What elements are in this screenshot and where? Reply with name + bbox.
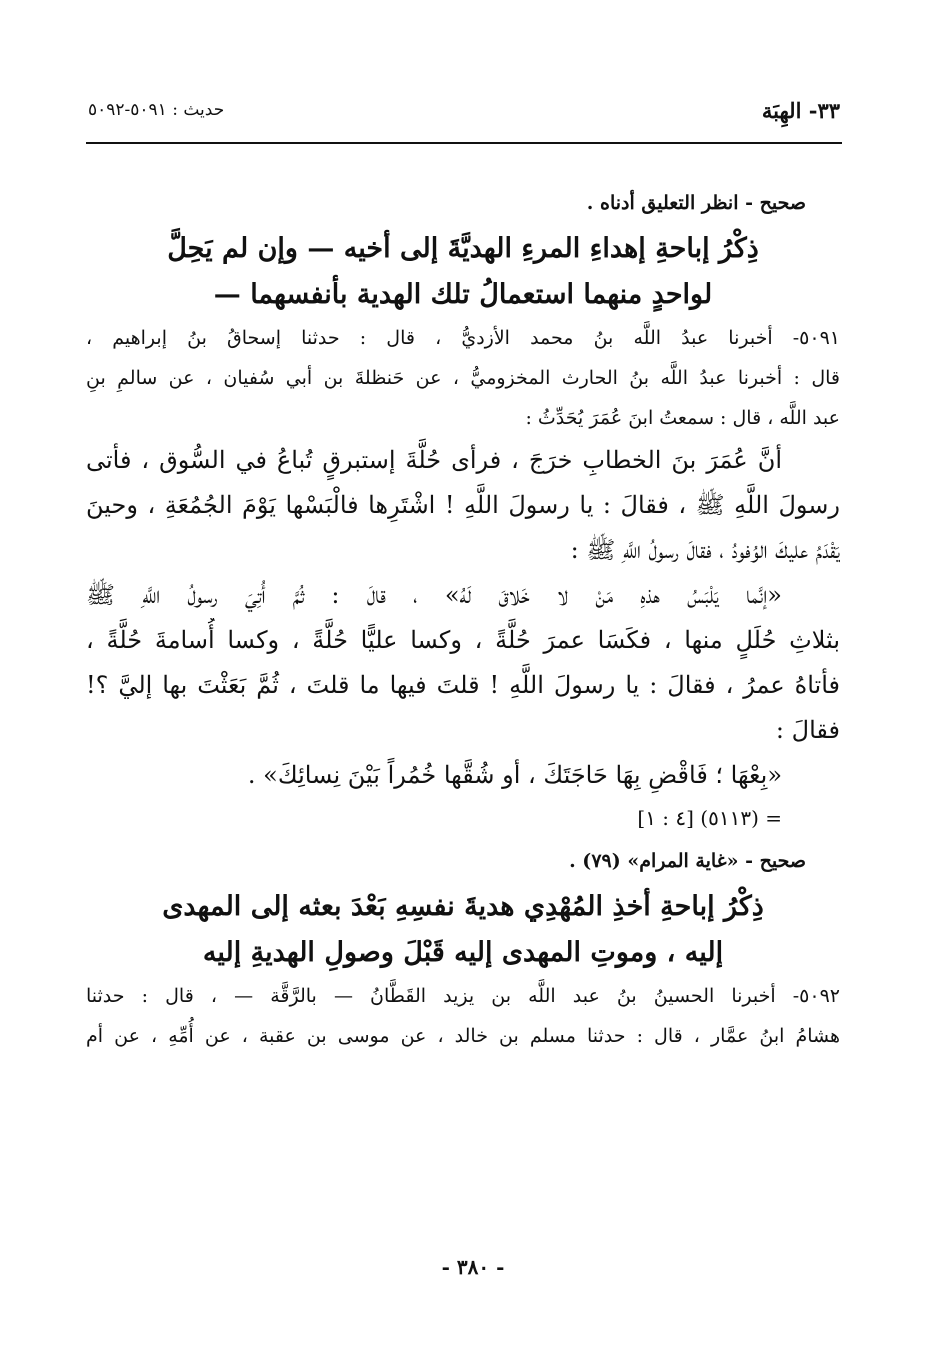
matn-5091-line-3: يَقْدَمُ عليكَ الوُفودُ ، فقالَ رسولُ اللَّهِ ﷺ : (570, 536, 840, 564)
page-body (86, 180, 840, 1056)
section-heading-2-line-1: ذِكْرُ إباحةِ أخذِ المُهْدِي هديةَ نفسِهِ بَعْدَ بعثه إلى المهدى (162, 891, 764, 922)
header-rule (86, 142, 842, 144)
isnad-5091-line-1: ٥٠٩١- أخبرنا عبدُ اللَّه بنُ محمد الأزديُّ ، قال : حدثنا إسحاقُ بنُ إبراهيم ، (86, 327, 840, 349)
grade-note-1: صحيح - انظر التعليق أدناه . (586, 192, 806, 214)
section-heading-2-line-2: إليه ، وموتِ المهدى إليه قَبْلَ وصولِ الهديةِ إليه (202, 937, 724, 968)
page-number: - ٣٨٠ - (441, 1255, 505, 1279)
matn-5091-line-6: فأتاهُ عمرُ ، فقالَ : يا رسولَ اللَّهِ ! قلتَ فيها ما قلتَ ، ثُمَّ بَعَثْتَ بها إليَّ ؟! (86, 671, 840, 699)
matn-5091-line-5: بثلاثِ حُلَلٍ منها ، فكَسَا عمرَ حُلَّةً ، وكسا عليًّا حُلَّةً ، وكسا أُسامةَ حُلَّةً ، (86, 626, 840, 654)
hadith-range: حديث : ٥٠٩١-٥٠٩٢ (88, 100, 225, 120)
section-heading-1-line-1: ذِكْرُ إباحةِ إهداءِ المرءِ الهديَّةَ إلى أخيه — وإن لم يَحِلَّ (167, 233, 759, 264)
isnad-5091-line-2: قال : أخبرنا عبدُ اللَّه بنُ الحارث المخزوميُّ ، عن حَنظلةَ بن أبي سُفيان ، عن سالمِ بنِ (86, 367, 840, 389)
cross-reference: = (٥١١٣) [٤ : ١] (637, 806, 782, 830)
matn-5091-line-8: «بِعْهَا ؛ فَاقْضِ بِهَا حَاجَتَكَ ، أو شُقَّها خُمُراً بَيْنَ نِسائِكَ» . (247, 761, 782, 789)
isnad-5092-line-1: ٥٠٩٢- أخبرنا الحسينُ بنُ عبد اللَّه بن يزيد القَطَّانُ — بالرَّقَّة — ، قال : حدثنا (86, 985, 840, 1007)
matn-5091-line-7: فقالَ : (775, 716, 840, 744)
grade-note-2: صحيح - «غاية المرام» (٧٩) . (569, 850, 806, 872)
matn-5091-line-2: رسولَ اللَّهِ ﷺ ، فقالَ : يا رسولَ اللَّهِ ! اشْتَرِها فالْبَسْها يَوْمَ الجُمُعَةِ ، وحينَ (86, 491, 840, 519)
matn-5091-line-1: أنَّ عُمَرَ بنَ الخطابِ خرَجَ ، فرأى حُلَّةَ إستبرقٍ تُباعُ في السُّوق ، فأتى (86, 446, 782, 474)
matn-5091-line-4: «إنَّما يَلْبَسُ هذهِ مَنْ لا خَلاقَ لَهُ» ، قالَ : ثُمَّ أُتِيَ رسولُ اللَّهِ ﷺ (86, 581, 782, 609)
isnad-5091-line-3: عبد اللَّه ، قال : سمعتُ ابنَ عُمَرَ يُحَدِّثُ : (525, 407, 840, 429)
chapter-title: ٣٣- الهِبَة (761, 98, 840, 123)
running-header (88, 98, 840, 138)
section-heading-1-line-2: لواحدٍ منهما استعمالُ تلك الهدية بأنفسهما — (213, 279, 713, 310)
isnad-5092-line-2: هشامُ ابنُ عمَّار ، قال : حدثنا مسلم بن خالد ، عن موسى بن عقبة ، عن أُمِّهِ ، عن أم (86, 1025, 840, 1047)
